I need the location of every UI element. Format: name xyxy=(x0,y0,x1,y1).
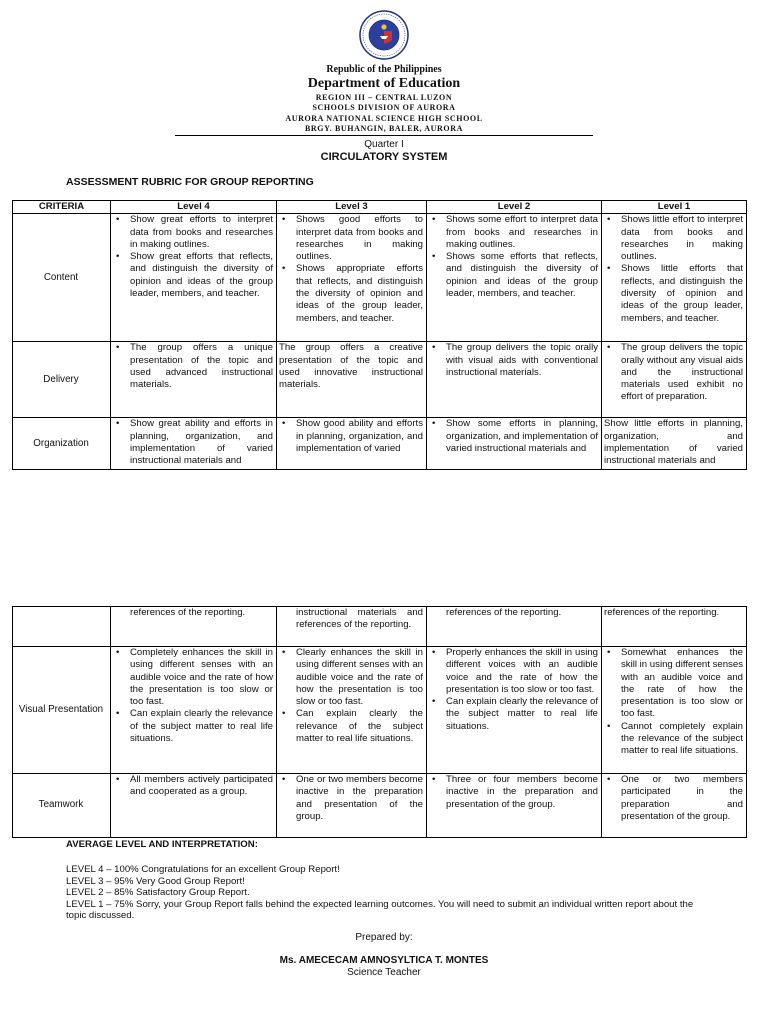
average-level-title: AVERAGE LEVEL AND INTERPRETATION: xyxy=(66,839,258,850)
bullet-item: • Show great efforts to interpret data from books and researches in making outlines. xyxy=(113,214,273,251)
continued-text: references of the reporting. xyxy=(446,607,562,618)
level-4-interpretation: LEVEL 4 – 100% Congratulations for an excellent Group Report! xyxy=(66,864,340,875)
level-4-cell xyxy=(111,342,277,418)
header-level-4: Level 4 xyxy=(111,201,277,214)
level-3-cell xyxy=(277,342,427,418)
bullet-item: • Can explain clearly the relevance of the subject matter to real life situations. xyxy=(279,708,423,745)
level-4-cell xyxy=(111,607,277,647)
level-4-cell xyxy=(111,647,277,774)
table-header-row xyxy=(13,201,747,214)
bullet-list xyxy=(279,647,423,745)
bullet-item: • Show great efforts that reflects, and distinguish the diversity of opinion and ideas of the group leader, members, and teacher. xyxy=(113,251,273,300)
republic-line: Republic of the Philippines xyxy=(326,64,442,75)
level-1-cell xyxy=(602,774,747,838)
bullet-list xyxy=(113,774,273,799)
division-line: SCHOOLS DIVISION OF AURORA xyxy=(312,103,456,112)
bullet-item: • Shows good efforts to interpret data from books and researches in making outlines. xyxy=(279,214,423,263)
bullet-list xyxy=(279,214,423,325)
bullet-item: • All members actively participated and cooperated as a group. xyxy=(113,774,273,799)
rubric-table-page1 xyxy=(12,200,747,470)
bullet-list xyxy=(279,774,423,823)
criteria-cell: Delivery xyxy=(13,342,111,418)
bullet-item: • Properly enhances the skill in using different voices with an audible voice and the rate of how the presentation is too slow or too fast. xyxy=(429,647,598,696)
level-3-cell xyxy=(277,607,427,647)
bullet-list xyxy=(113,214,273,300)
teacher-role: Science Teacher xyxy=(347,967,421,978)
bullet-list xyxy=(429,418,598,455)
bullet-list xyxy=(604,774,743,823)
header-level-2: Level 2 xyxy=(427,201,602,214)
bullet-list xyxy=(604,214,743,325)
quarter-label: Quarter I xyxy=(364,139,404,150)
cell-text: references of the reporting. xyxy=(604,607,720,618)
bullet-item: • Completely enhances the skill in using different senses with an audible voice and the rate of how the presentation is too slow or too fast. xyxy=(113,647,273,708)
bullet-item: • Three or four members become inactive in the preparation and presentation of the group. xyxy=(429,774,598,811)
bullet-item: • Can explain clearly the relevance of the subject matter to real life situations. xyxy=(429,696,598,733)
level-4-cell xyxy=(111,214,277,342)
bullet-item: • Somewhat enhances the skill in using different senses with an audible voice and the rate of how the presentation is too slow or too fast. xyxy=(604,647,743,721)
level-2-cell xyxy=(427,418,602,470)
level-4-cell xyxy=(111,774,277,838)
criteria-cell: Teamwork xyxy=(13,774,111,838)
level-1-cell xyxy=(602,647,747,774)
level-3-cell xyxy=(277,214,427,342)
bullet-item: • Can explain clearly the relevance of the subject matter to real life situations. xyxy=(113,708,273,745)
level-2-cell xyxy=(427,214,602,342)
cell-text: The group offers a creative presentation of the topic and used innovative instructional materials. xyxy=(279,342,423,391)
bullet-list xyxy=(113,647,273,745)
school-address: BRGY. BUHANGIN, BALER, AURORA xyxy=(304,124,463,133)
bullet-list xyxy=(429,774,598,811)
bullet-item: • Shows some efforts that reflects, and distinguish the diversity of opinion and ideas of the group leader, members, and teacher. xyxy=(429,251,598,300)
bullet-list xyxy=(429,214,598,300)
continued-text: references of the reporting. xyxy=(130,607,246,618)
level-interpretation-list xyxy=(66,864,716,922)
criteria-cell: Visual Presentation xyxy=(13,647,111,774)
subject-title: CIRCULATORY SYSTEM xyxy=(320,151,448,163)
bullet-item: • One or two members become inactive in the preparation and presentation of the group. xyxy=(279,774,423,823)
level-1-interpretation: LEVEL 1 – 75% Sorry, your Group Report falls behind the expected learning outcomes. You will need to submit an individual written report about the topic discussed. xyxy=(66,898,694,921)
table-row xyxy=(13,607,747,647)
table-row xyxy=(13,647,747,774)
level-3-cell xyxy=(277,774,427,838)
bullet-item: • Shows little efforts that reflects, and distinguish the diversity of opinion and ideas of the group leader, members, and teacher. xyxy=(604,263,743,324)
bullet-item: • The group offers a unique presentation of the topic and used advanced instructional materials. xyxy=(113,342,273,391)
teacher-name: Ms. AMECECAM AMNOSYLTICA T. MONTES xyxy=(279,955,489,966)
header-criteria: CRITERIA xyxy=(13,201,111,214)
level-2-cell xyxy=(427,342,602,418)
table-row xyxy=(13,214,747,342)
level-4-cell xyxy=(111,418,277,470)
bullet-item: • Show great ability and efforts in planning, organization, and implementation of varied instructional materials and xyxy=(113,418,273,467)
bullet-list xyxy=(113,418,273,467)
level-2-cell xyxy=(427,607,602,647)
header-divider xyxy=(175,135,593,136)
level-3-cell xyxy=(277,647,427,774)
bullet-list xyxy=(604,342,743,403)
bullet-item: • Clearly enhances the skill in using different senses with an audible voice and the rate of how the presentation is too slow or too fast. xyxy=(279,647,423,708)
criteria-cell: Organization xyxy=(13,418,111,470)
level-1-cell xyxy=(602,418,747,470)
level-2-cell xyxy=(427,647,602,774)
level-3-cell xyxy=(277,418,427,470)
criteria-cell xyxy=(13,607,111,647)
level-3-interpretation: LEVEL 3 – 95% Very Good Group Report! xyxy=(66,875,245,887)
bullet-list xyxy=(429,647,598,733)
bullet-list xyxy=(604,647,743,758)
region-line: REGION III – CENTRAL LUZON xyxy=(315,93,453,102)
header-level-3: Level 3 xyxy=(277,201,427,214)
school-name: AURORA NATIONAL SCIENCE HIGH SCHOOL xyxy=(285,114,483,123)
level-1-cell xyxy=(602,607,747,647)
bullet-item: • Cannot completely explain the relevance of the subject matter to real life situations. xyxy=(604,721,743,758)
table-row xyxy=(13,418,747,470)
rubric-title: ASSESSMENT RUBRIC FOR GROUP REPORTING xyxy=(66,176,314,188)
level-2-cell xyxy=(427,774,602,838)
bullet-item: • Shows appropriate efforts that reflects, and distinguish the diversity of opinion and ideas of the group leader, members, and teacher. xyxy=(279,263,423,324)
continued-text: instructional materials and references of the reporting. xyxy=(296,607,423,631)
department-name: Department of Education xyxy=(307,76,461,91)
bullet-list xyxy=(429,342,598,379)
level-1-cell xyxy=(602,342,747,418)
rubric-table-page2 xyxy=(12,606,747,838)
table-row xyxy=(13,342,747,418)
prepared-by-label: Prepared by: xyxy=(355,932,413,943)
level-2-interpretation: LEVEL 2 – 85% Satisfactory Group Report. xyxy=(66,887,250,898)
level-1-cell xyxy=(602,214,747,342)
bullet-item: • The group delivers the topic orally without any visual aids and the instructional materials used exhibit no effort of preparation. xyxy=(604,342,743,403)
bullet-item: • The group delivers the topic orally with visual aids with conventional instructional materials. xyxy=(429,342,598,379)
bullet-item: • Shows some effort to interpret data from books and researches in making outlines. xyxy=(429,214,598,251)
bullet-item: • Shows little effort to interpret data from books and researches in making outlines. xyxy=(604,214,743,263)
bullet-list xyxy=(279,418,423,455)
table-row xyxy=(13,774,747,838)
cell-text: Show little efforts in planning, organization, and implementation of varied instructional materials and xyxy=(604,418,743,467)
bullet-item: • One or two members participated in the preparation and presentation of the group. xyxy=(604,774,743,823)
bullet-list xyxy=(113,342,273,391)
header-level-1: Level 1 xyxy=(602,201,747,214)
bullet-item: • Show good ability and efforts in planning, organization, and implementation of varied xyxy=(279,418,423,455)
bullet-item: • Show some efforts in planning, organization, and implementation of varied instructional materials and xyxy=(429,418,598,455)
criteria-cell: Content xyxy=(13,214,111,342)
deped-seal-logo xyxy=(359,10,409,60)
